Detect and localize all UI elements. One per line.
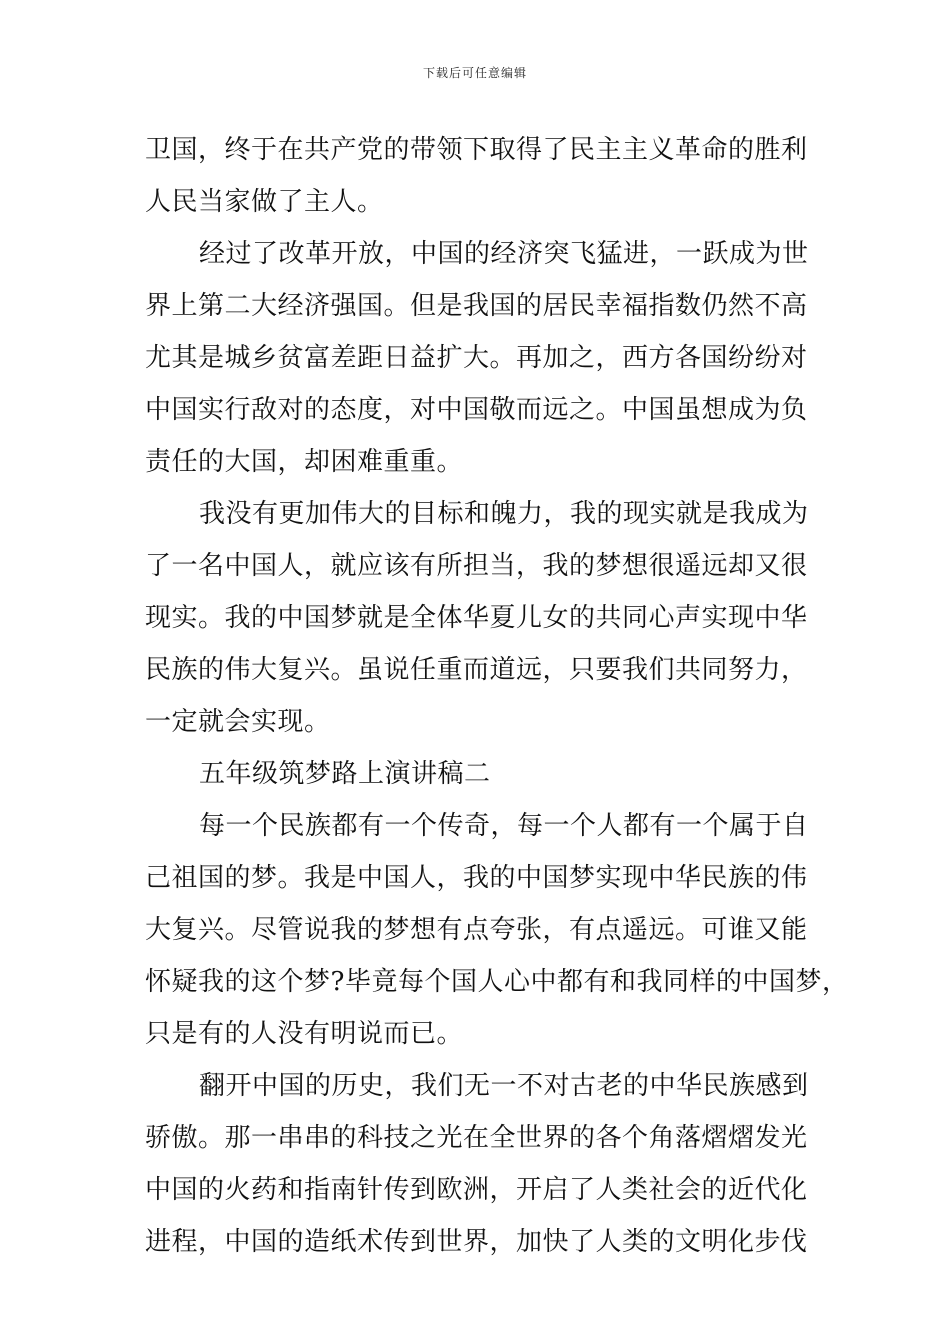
text-line: 中国实行敌对的态度，对中国敬而远之。中国虽想成为负	[145, 395, 808, 425]
text-line: 了一名中国人，就应该有所担当，我的梦想很遥远却又很	[145, 551, 808, 581]
text-line: 责任的大国，却困难重重。	[145, 447, 464, 477]
text-line: 一定就会实现。	[145, 707, 331, 737]
text-line: 界上第二大经济强国。但是我国的居民幸福指数仍然不高	[145, 291, 808, 321]
text-line: 大复兴。尽管说我的梦想有点夸张，有点遥远。可谁又能	[145, 915, 808, 945]
text-line: 只是有的人没有明说而已。	[145, 1019, 464, 1049]
text-line: 骄傲。那一串串的科技之光在全世界的各个角落熠熠发光	[145, 1123, 808, 1153]
text-line: 民族的伟大复兴。虽说任重而道远，只要我们共同努力，	[145, 655, 808, 685]
text-line: 怀疑我的这个梦?毕竟每个国人心中都有和我同样的中国梦，	[145, 967, 849, 997]
text-line: 翻开中国的历史，我们无一不对古老的中华民族感到	[199, 1071, 809, 1101]
section-heading: 五年级筑梦路上演讲稿二	[199, 759, 491, 789]
text-line: 经过了改革开放，中国的经济突飞猛进，一跃成为世	[199, 239, 809, 269]
text-line: 中国的火药和指南针传到欧洲，开启了人类社会的近代化	[145, 1175, 808, 1205]
page-header: 下载后可任意编辑	[422, 66, 527, 80]
text-line: 己祖国的梦。我是中国人，我的中国梦实现中华民族的伟	[145, 863, 808, 893]
text-line: 现实。我的中国梦就是全体华夏儿女的共同心声实现中华	[145, 603, 808, 633]
text-line: 卫国，终于在共产党的带领下取得了民主主义革命的胜利	[145, 135, 808, 165]
text-line: 人民当家做了主人。	[145, 187, 384, 217]
text-line: 我没有更加伟大的目标和魄力，我的现实就是我成为	[199, 499, 809, 529]
text-line: 尤其是城乡贫富差距日益扩大。再加之，西方各国纷纷对	[145, 343, 808, 373]
text-line: 每一个民族都有一个传奇，每一个人都有一个属于自	[199, 811, 809, 841]
document-body	[145, 124, 849, 1268]
text-line: 进程，中国的造纸术传到世界，加快了人类的文明化步伐	[145, 1227, 808, 1257]
